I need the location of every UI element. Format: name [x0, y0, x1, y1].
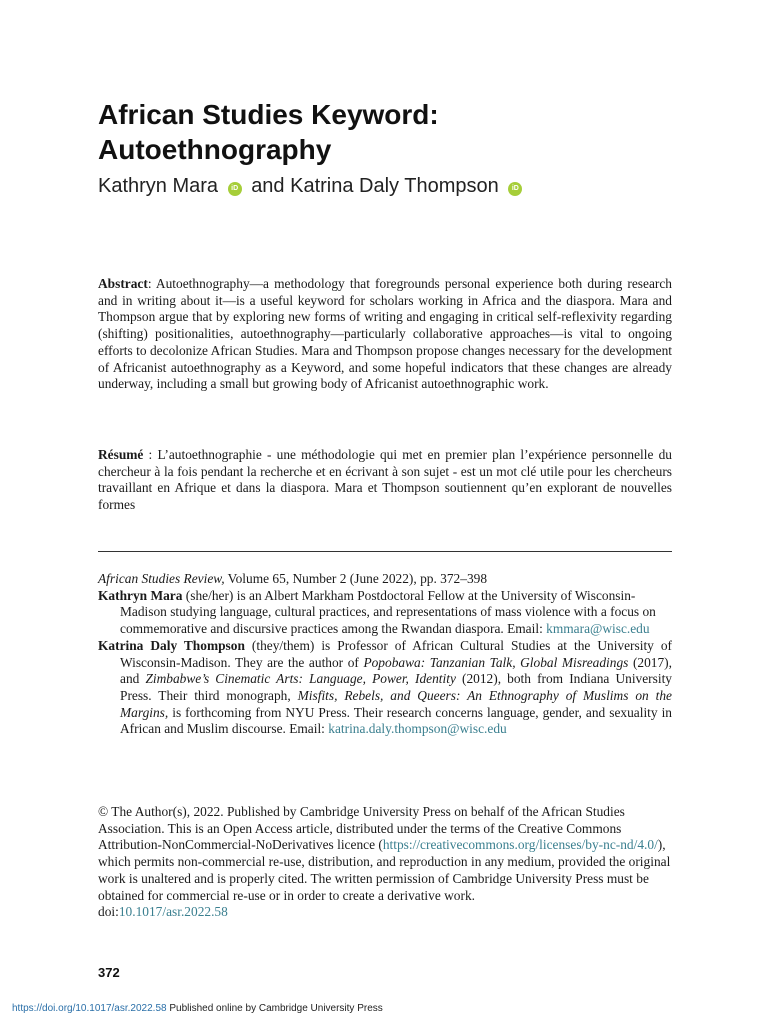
abstract-text: : Autoethnography—a methodology that foregrounds personal experience both during research and in writing about it—is a useful keyword for scholars working in Africa and the diaspora. Mara and Thompson argue that by exploring new forms of writing and engaging in critical self-reflexivity regarding (shifting) positionalities, autoethnography—particularly collaborative approaches—is vital to ongoing efforts to decolonize African Studies. Mara and Thompson propose changes necessary for the development of Africanist autoethnography as a Keyword, and some hopeful indicators that these changes are already underway, including a small but growing body of Africanist autoethnographic work.: [98, 276, 672, 392]
bio-thompson-text-d: is forthcoming from NYU Press. Their research concerns language, gender, and sexuality in African and Muslim discourse. Email:: [120, 704, 672, 737]
author-list: [98, 173, 698, 199]
footnote-divider: [98, 551, 672, 552]
bio-thompson-text-a: (they/them) is Professor of African Cultural Studies at the University of Wisconsin-Madison. They are the author of: [120, 637, 672, 670]
abstract-section: [98, 276, 672, 393]
abstract-paragraph: [98, 276, 672, 393]
author-notes: [98, 571, 672, 738]
license-section: [98, 804, 672, 921]
bio-thompson-text-c: (2012), both from Indiana University Press. Their third monograph,: [120, 671, 672, 703]
license-text-b: ), which permits non-commercial re-use, distribution, and reproduction in any medium, provided the original work is unaltered and is properly cited. The written permission of Cambridge University Press must be obtained for commercial re-use or in order to create a derivative work.: [98, 837, 671, 903]
author-conjunction: and: [251, 175, 285, 197]
license-url-link[interactable]: https://creativecommons.org/licenses/by-nc-nd/4.0/: [382, 837, 658, 853]
email-link-mara[interactable]: kmmara@wisc.edu: [546, 621, 650, 637]
resume-section: [98, 447, 672, 514]
book-title-zimbabwe: Zimbabwe’s Cinematic Arts: Language, Power, Identity: [145, 671, 456, 687]
journal-details: Volume 65, Number 2 (June 2022), pp. 372–398: [224, 571, 488, 586]
orcid-icon[interactable]: iD: [508, 182, 522, 196]
bio-mara: [98, 588, 672, 638]
article-title-line-2: Autoethnography: [98, 134, 332, 165]
resume-label: Résumé: [98, 447, 144, 462]
article-title: [98, 97, 698, 167]
bio-thompson-name: Katrina Daly Thompson: [98, 637, 245, 653]
bio-thompson: [98, 638, 672, 738]
journal-name: African Studies Review,: [98, 571, 225, 586]
abstract-label: Abstract: [98, 276, 148, 291]
article-title-line-1: African Studies Keyword:: [98, 99, 439, 130]
journal-citation: [98, 571, 672, 588]
author-name-thompson: Katrina Daly Thompson: [290, 175, 499, 197]
email-link-thompson[interactable]: katrina.daly.thompson@wisc.edu: [328, 721, 507, 737]
bio-thompson-text-b: (2017), and: [120, 654, 672, 687]
book-title-popobawa: Popobawa: Tanzanian Talk, Global Misreadings: [363, 654, 629, 670]
footer-doi-link[interactable]: https://doi.org/10.1017/asr.2022.58: [12, 1003, 167, 1014]
book-title-misfits: Misfits, Rebels, and Queers: An Ethnography of Muslims on the Margins,: [120, 687, 672, 720]
license-text-a: © The Author(s), 2022. Published by Cambridge University Press on behalf of the African Studies Association. This is an Open Access article, distributed under the terms of the Creative Commons Attribution-NonCommercial-NoDerivatives licence (: [98, 804, 625, 853]
doi-prefix: doi:: [98, 904, 119, 920]
footer-published-text: Published online by Cambridge University Press: [166, 1003, 383, 1014]
author-name-mara: Kathryn Mara: [98, 175, 219, 197]
license-paragraph: [98, 804, 672, 904]
doi-link[interactable]: 10.1017/asr.2022.58: [118, 904, 228, 920]
resume-paragraph: [98, 447, 672, 514]
bio-mara-name: Kathryn Mara: [98, 587, 183, 603]
bio-mara-text: (she/her) is an Albert Markham Postdoctoral Fellow at the University of Wisconsin-Madison studying language, cultural practices, and representations of mass violence with a focus on commemorative and discursive practices among the Rwandan diaspora. Email:: [120, 587, 656, 637]
doi-line: [98, 904, 672, 921]
page-number: 372: [98, 965, 120, 980]
resume-text: : L’autoethnographie - une méthodologie qui met en premier plan l’expérience personnelle du chercheur à la fois pendant la recherche et en écrivant à son sujet - est un mot clé utile pour les chercheurs travaillant en Afrique et dans la diaspora. Mara et Thompson soutiennent qu’en explorant de nouvelles formes: [98, 447, 672, 513]
page-footer: [12, 1003, 383, 1014]
orcid-icon[interactable]: iD: [228, 182, 242, 196]
